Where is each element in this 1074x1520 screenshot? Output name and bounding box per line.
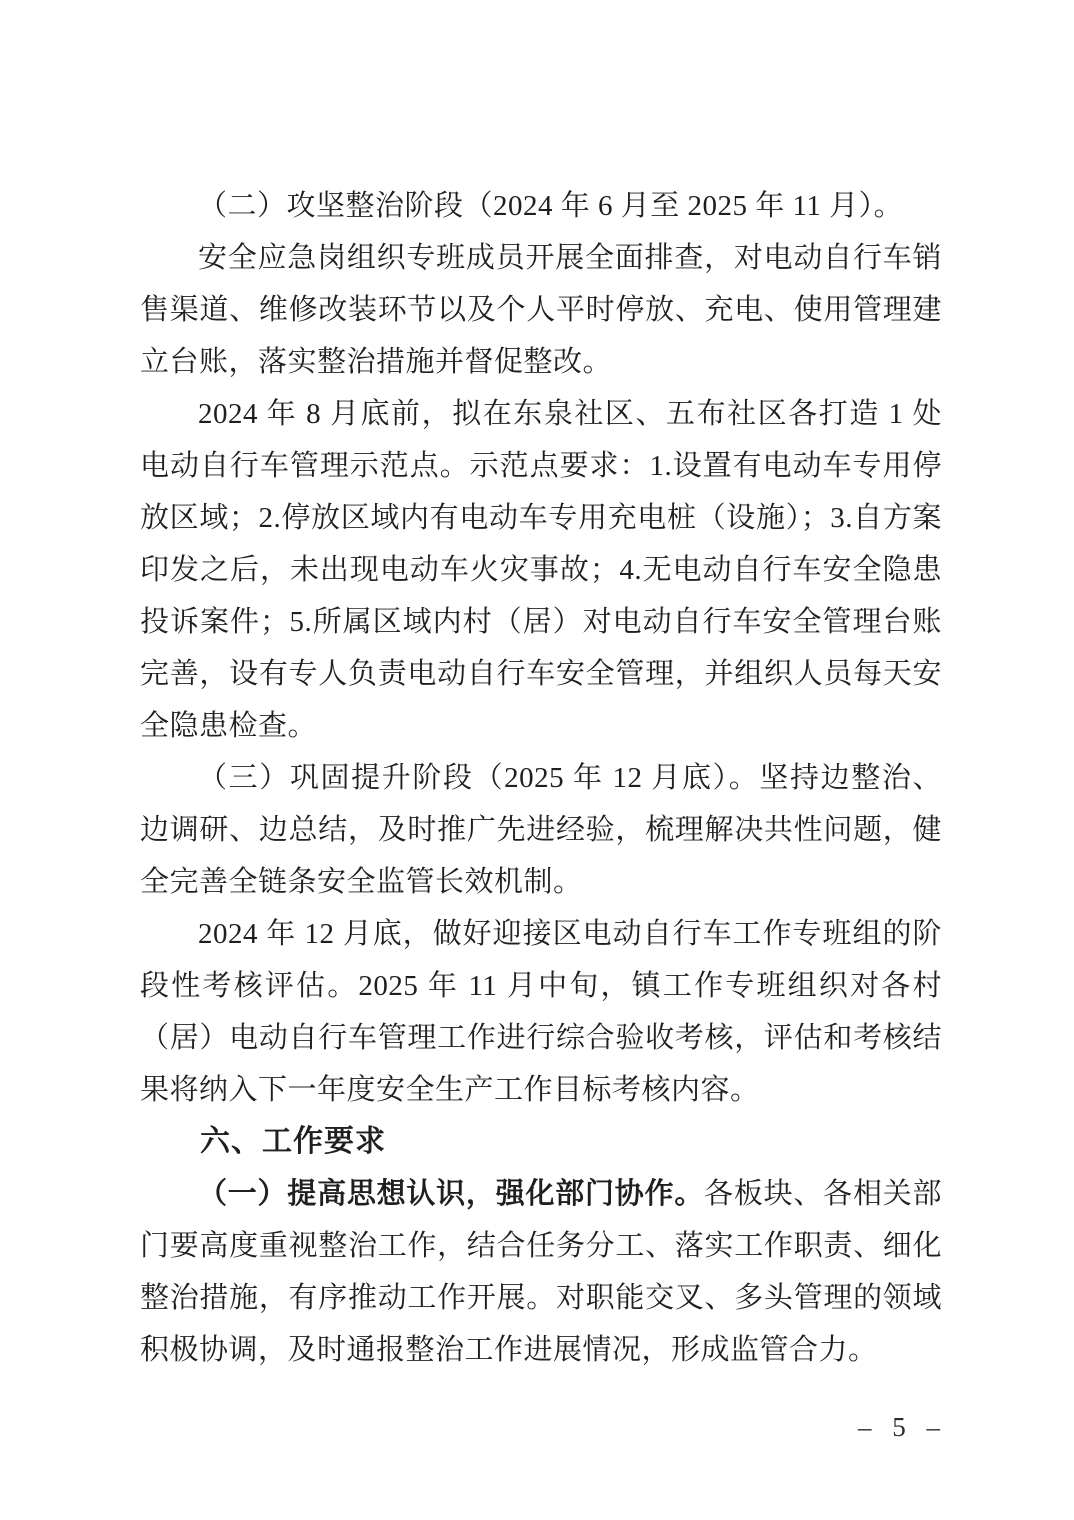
document-body — [140, 180, 942, 1376]
paragraph-assessment: 2024 年 12 月底，做好迎接区电动自行车工作专班组的阶段性考核评估。2025 年 11 月中旬，镇工作专班组织对各村（居）电动自行车管理工作进行综合验收考核，评估和考核结果将纳入下一年度安全生产工作目标考核内容。 — [140, 918, 942, 1106]
subsection-heading-stage-2: （二）攻坚整治阶段（2024 年 6 月至 2025 年 11 月）。 — [198, 190, 904, 222]
subsection-heading-stage-3: （三）巩固提升阶段（2025 年 12 月底）。 — [198, 762, 760, 794]
paragraph-stage-2-body-2: 2024 年 8 月底前，拟在东泉社区、五布社区各打造 1 处电动自行车管理示范点。示范点要求：1.设置有电动车专用停放区域；2.停放区域内有电动车专用充电桩（设施）；3.自方案印发之后，未出现电动车火灾事故；4.无电动自行车安全隐患投诉案件；5.所属区域内村（居）对电动自行车安全管理台账完善，设有专人负责电动自行车安全管理，并组织人员每天安全隐患检查。 — [140, 398, 942, 742]
paragraph-stage-2-body-1: 安全应急岗组织专班成员开展全面排查，对电动自行车销售渠道、维修改装环节以及个人平时停放、充电、使用管理建立台账，落实整治措施并督促整改。 — [140, 242, 942, 378]
paragraph-stage-3 — [140, 752, 942, 908]
item-heading-raise-awareness: （一）提高思想认识，强化部门协作。 — [198, 1178, 705, 1210]
paragraph-stage-3-body: 坚持边整治、边调研、边总结，及时推广先进经验，梳理解决共性问题，健全完善全链条安全监管长效机制。 — [140, 762, 942, 898]
page-number: – 5 – — [858, 1412, 947, 1442]
paragraph-item-1 — [140, 1168, 942, 1376]
paragraph-item-1-body: 各板块、各相关部门要高度重视整治工作，结合任务分工、落实工作职责、细化整治措施，有序推动工作开展。对职能交叉、多头管理的领域积极协调，及时通报整治工作进展情况，形成监管合力。 — [140, 1178, 942, 1366]
section-heading-work-requirements: 六、工作要求 — [200, 1125, 386, 1158]
paragraph-stage-2-heading — [140, 180, 942, 232]
